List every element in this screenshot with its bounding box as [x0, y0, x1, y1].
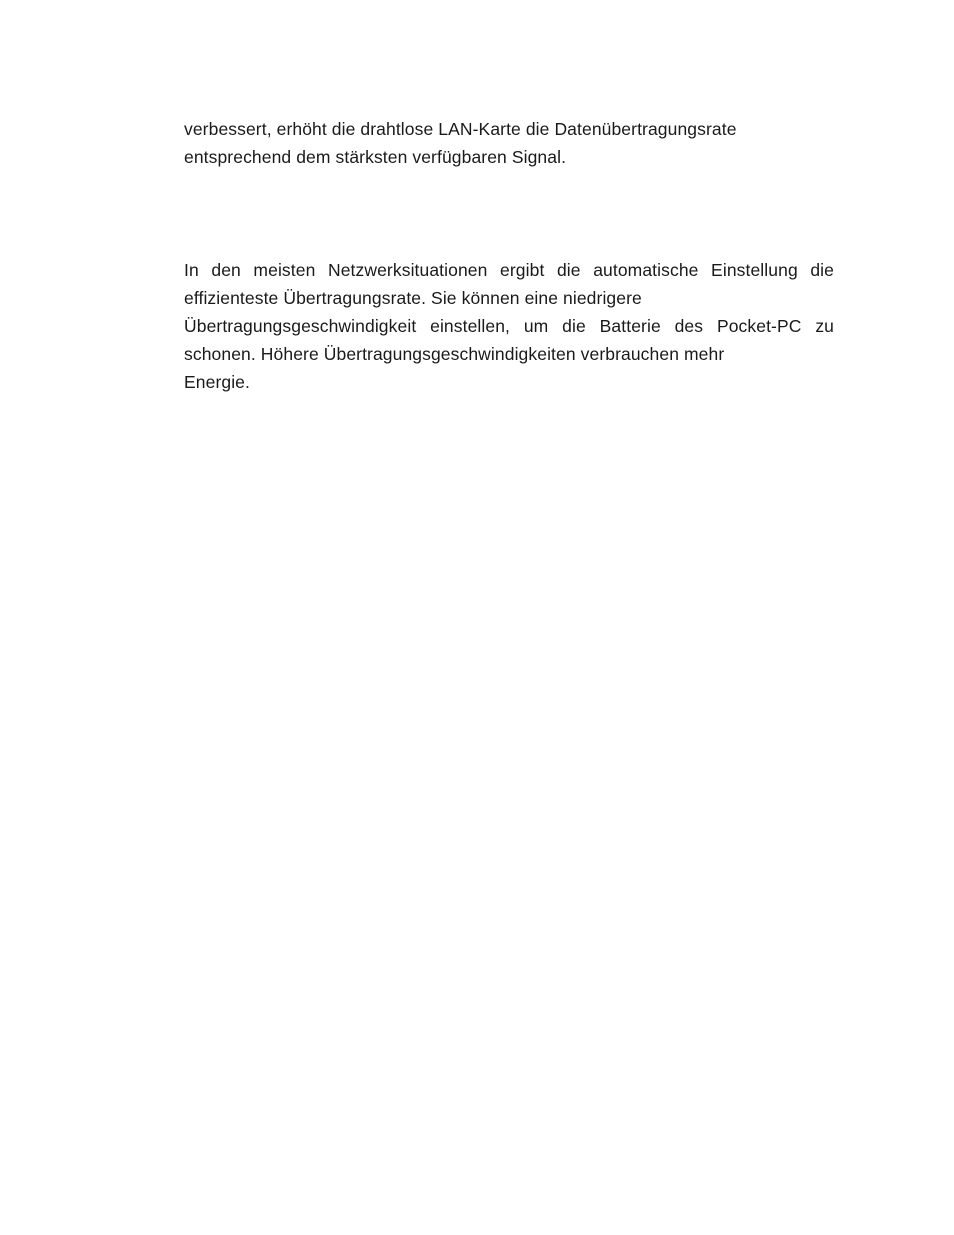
text-line: effizienteste Übertragungsrate. Sie können eine niedrigere: [184, 288, 642, 308]
text-line: verbessert, erhöht die drahtlose LAN-Karte die Datenübertragungsrate: [184, 119, 737, 139]
text-line: Energie.: [184, 372, 250, 392]
text-line: entsprechend dem stärksten verfügbaren Signal.: [184, 147, 567, 167]
text-line: schonen. Höhere Übertragungsgeschwindigkeiten verbrauchen mehr: [184, 344, 725, 364]
text-line: In den meisten Netzwerksituationen ergibt die automatische Einstellung die: [184, 260, 834, 280]
text-line: Übertragungsgeschwindigkeit einstellen, um die Batterie des Pocket-PC zu: [184, 316, 834, 336]
paragraph-transfer-rate: [184, 256, 834, 396]
paragraph-data-rate: [184, 115, 834, 171]
